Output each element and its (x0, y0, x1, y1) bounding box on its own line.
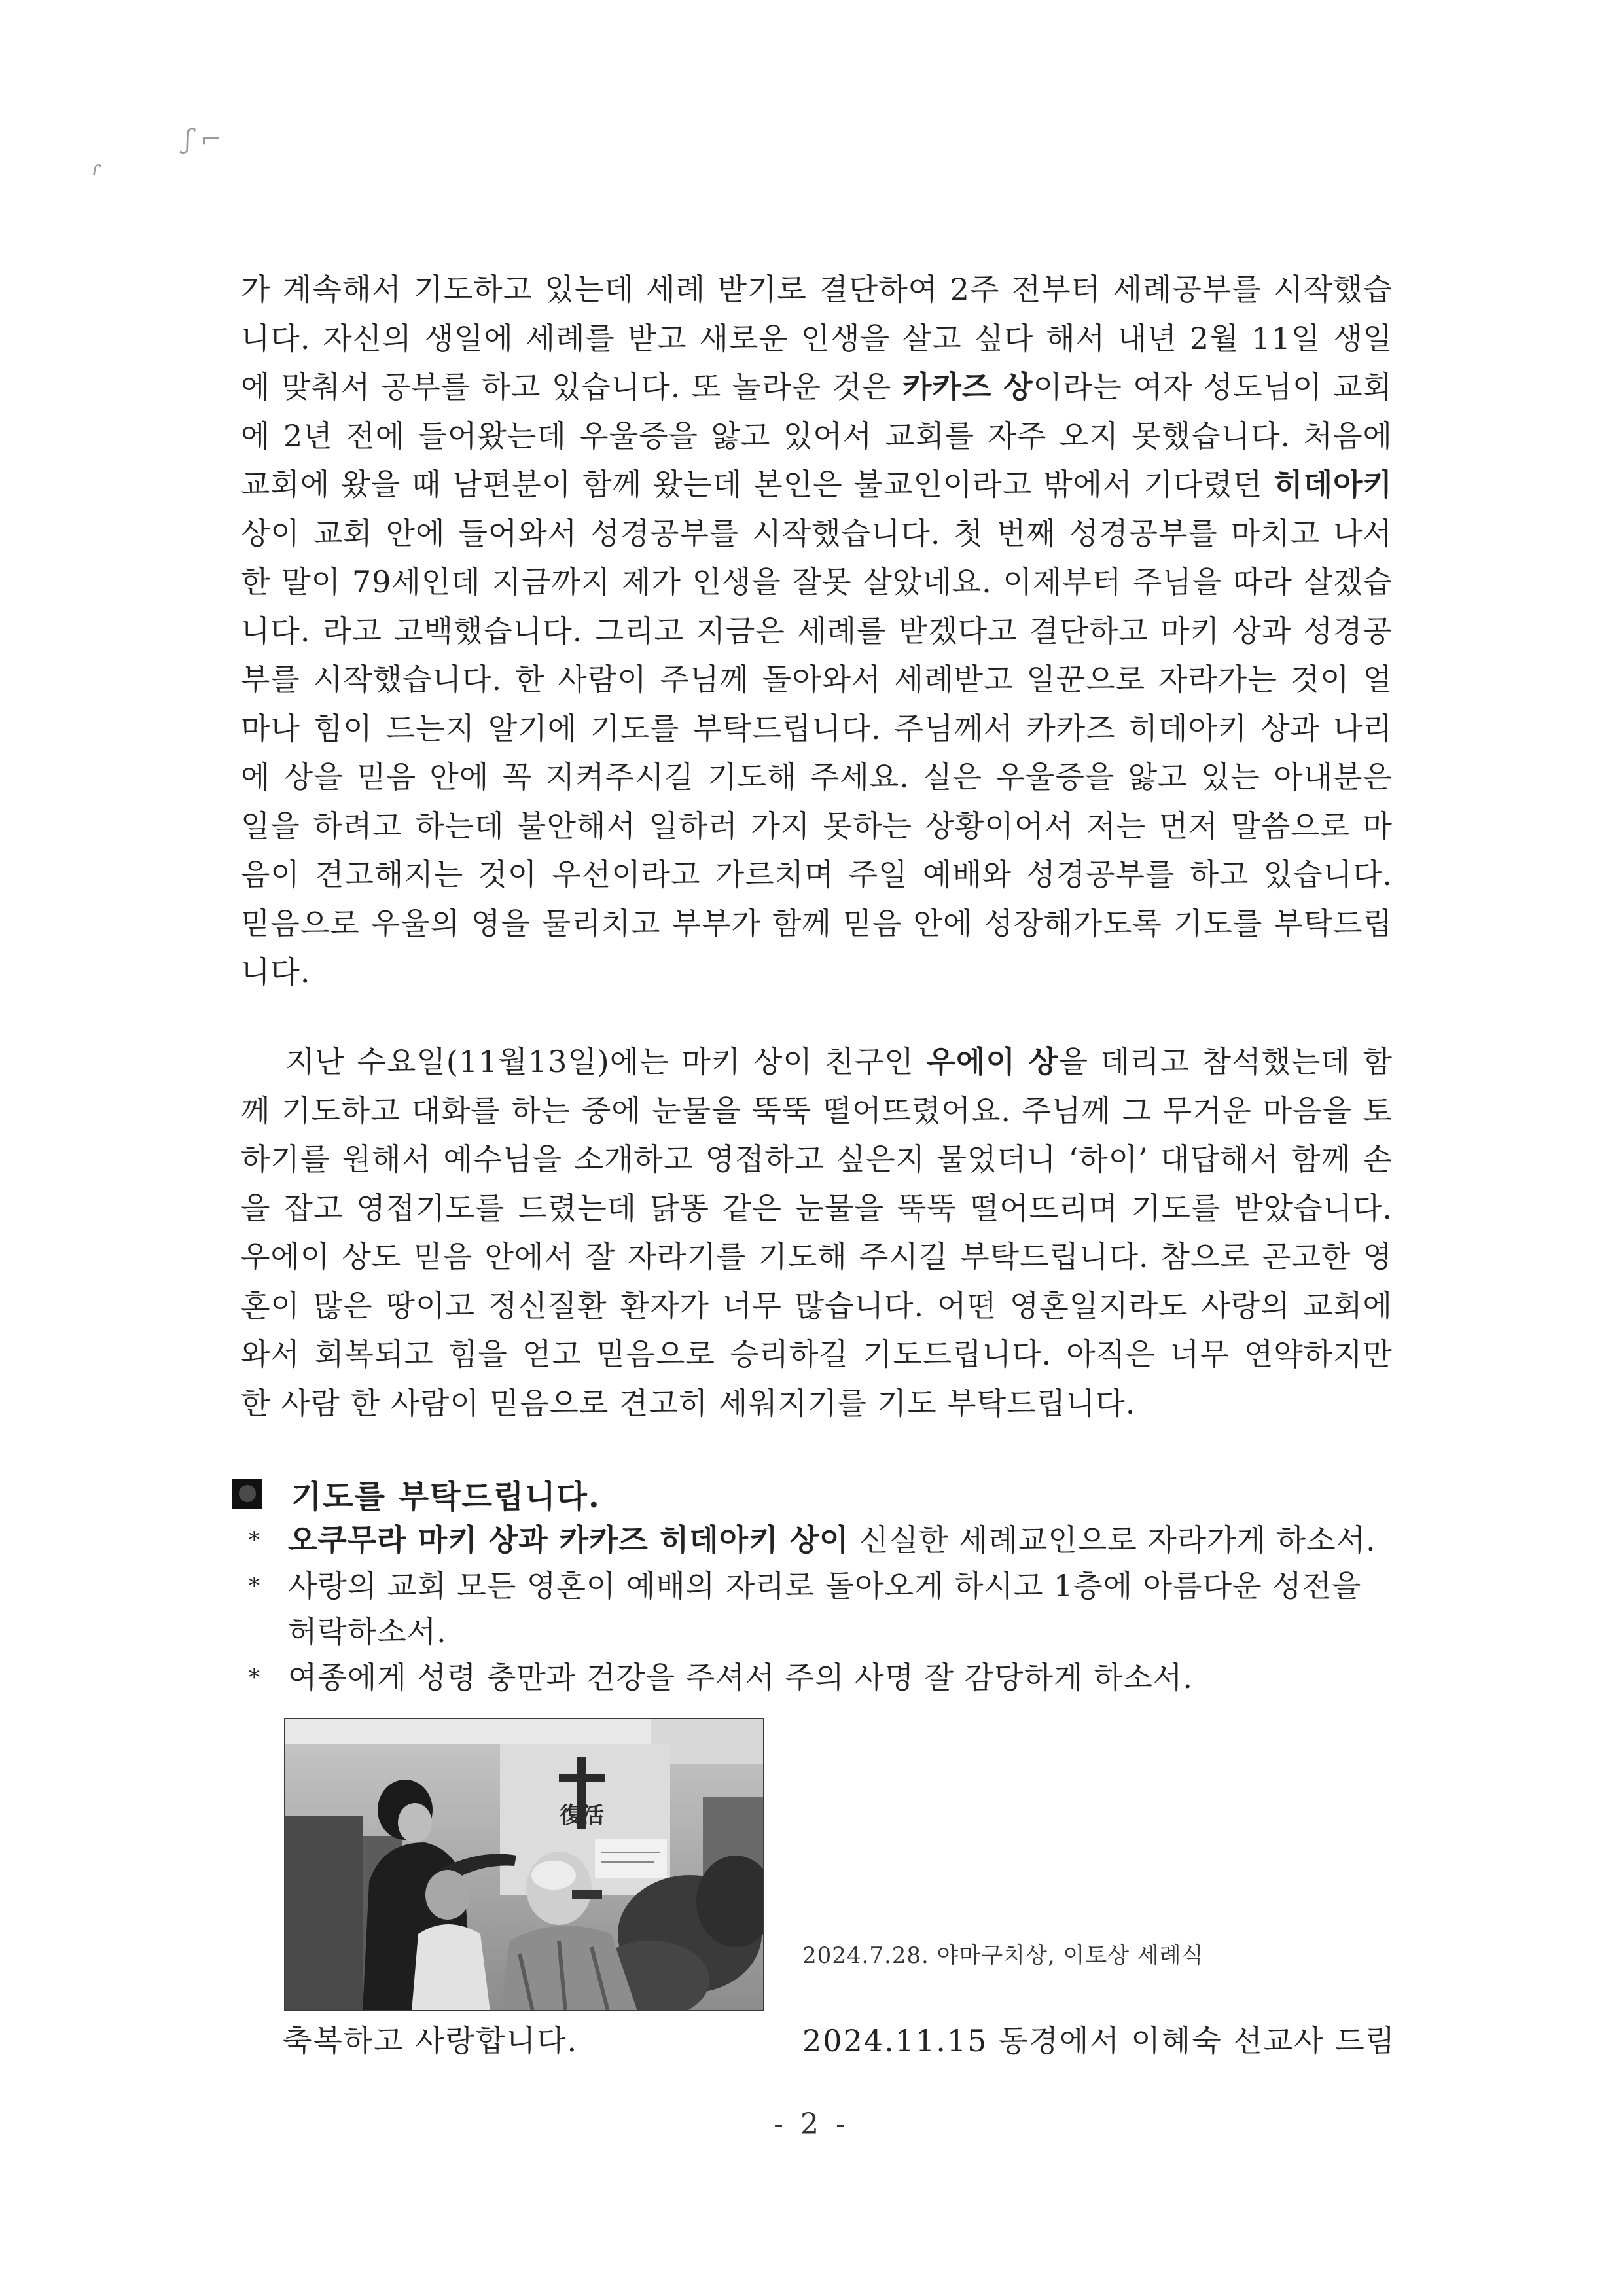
paragraph-text: 가 계속해서 기도하고 있는데 세례 받기로 결단하여 2주 전부터 세례공부를 시작했습니다. 자신의 생일에 세례를 받고 새로운 인생을 살고 싶다 해서 내년 2월 11일 생일에 맞춰서 공부를 하고 있습니다. 또 놀라운 것은 (241, 272, 1393, 404)
list-item-text: 여종에게 성령 충만과 건강을 주셔서 주의 사명 잘 감당하게 하소서. (288, 1660, 1193, 1695)
asterisk-bullet: * (249, 1527, 260, 1553)
baptism-photo (284, 1718, 764, 2011)
sign-text: 復活 (560, 1803, 604, 1829)
signature-line: 2024.11.15 동경에서 이혜숙 선교사 드림 (802, 2023, 1397, 2058)
paragraph-text: 을 데리고 참석했는데 함께 기도하고 대화를 하는 중에 눈물을 뚝뚝 떨어뜨렸어요. 주님께 그 무거운 마음을 토하기를 원해서 예수님을 소개하고 영접하고 싶은지 물었더니 ‘하이’ 대답해서 함께 손을 잡고 영접기도를 드렸는데 닭똥 같은 눈물을 뚝뚝 떨어뜨리며 기도를 받았습니다. 우에이 상도 믿음 안에서 잘 자라기를 기도해 주시길 부탁드립니다. 참으로 곤고한 영혼이 많은 땅이고 정신질환 환자가 너무 많습니다. 어떤 영혼일지라도 사랑의 교회에 와서 회복되고 힘을 얻고 믿음으로 승리하길 기도드립니다. 아직은 너무 연약하지만 한 사람 한 사람이 믿음으로 견고히 세워지기를 기도 부탁드립니다. (241, 1044, 1393, 1421)
prayer-heading-text: 기도를 부탁드립니다. (291, 1478, 601, 1515)
square-bullet-icon (232, 1479, 262, 1509)
body-paragraph (241, 265, 1393, 997)
list-item (249, 1655, 1400, 1700)
list-item (249, 1517, 1400, 1563)
closing-blessing: 축복하고 사랑합니다. (283, 2023, 579, 2058)
paragraph-text: 상이 교회 안에 들어와서 성경공부를 시작했습니다. 첫 번째 성경공부를 마치고 나서 한 말이 79세인데 지금까지 제가 인생을 잘못 살았네요. 이제부터 주님을 따라 살겠습니다. 라고 고백했습니다. 그리고 지금은 세례를 받겠다고 결단하고 마키 상과 성경공부를 시작했습니다. 한 사람이 주님께 돌아와서 세례받고 일꾼으로 자라가는 것이 얼마나 힘이 드는지 알기에 기도를 부탁드립니다. 주님께서 카카즈 히데아키 상과 나리에 상을 믿음 안에 꼭 지켜주시길 기도해 주세요. 실은 우울증을 앓고 있는 아내분은 일을 하려고 하는데 불안해서 일하러 가지 못하는 상황이어서 저는 먼저 말씀으로 마음이 견고해지는 것이 우선이라고 가르치며 주일 예배와 성경공부를 하고 있습니다. 믿음으로 우울의 영을 물리치고 부부가 함께 믿음 안에 성장해가도록 기도를 부탁드립니다. (241, 515, 1393, 990)
scan-mark: ʃ ⌐ (185, 124, 223, 154)
list-item-text-rest: 신실한 세례교인으로 자라가게 하소서. (849, 1522, 1376, 1558)
bold-name: 카카즈 상 (902, 369, 1033, 404)
asterisk-bullet: * (249, 1573, 260, 1599)
prayer-heading (232, 1474, 601, 1513)
photo-caption: 2024.7.28. 야마구치상, 이토상 세례식 (802, 1943, 1204, 1969)
bold-name: 우에이 상 (926, 1044, 1059, 1079)
paragraph-text: 지난 수요일(11월13일)에는 마키 상이 친구인 (285, 1044, 927, 1079)
list-item-text: 사랑의 교회 모든 영혼이 예배의 자리로 돌아오게 하시고 1층에 아름다운 성전을 허락하소서. (288, 1568, 1362, 1649)
scan-mark: ɾ (92, 157, 101, 180)
list-item-text (288, 1517, 1400, 1563)
bold-name: 오쿠무라 마키 상과 카카즈 히데아키 상이 (288, 1522, 849, 1558)
prayer-list (249, 1517, 1400, 1700)
body-paragraph (241, 1037, 1393, 1427)
list-item (249, 1563, 1400, 1655)
asterisk-bullet: * (249, 1664, 260, 1691)
bold-name: 히데아키 (1274, 467, 1393, 502)
page-number: - 2 - (774, 2108, 849, 2141)
paragraph-text: 이라는 여자 성도님이 교회에 2년 전에 들어왔는데 우울증을 앓고 있어서 교회를 자주 오지 못했습니다. 처음에 교회에 왔을 때 남편분이 함께 왔는데 본인은 불교인이라고 밖에서 기다렸던 (241, 369, 1393, 502)
